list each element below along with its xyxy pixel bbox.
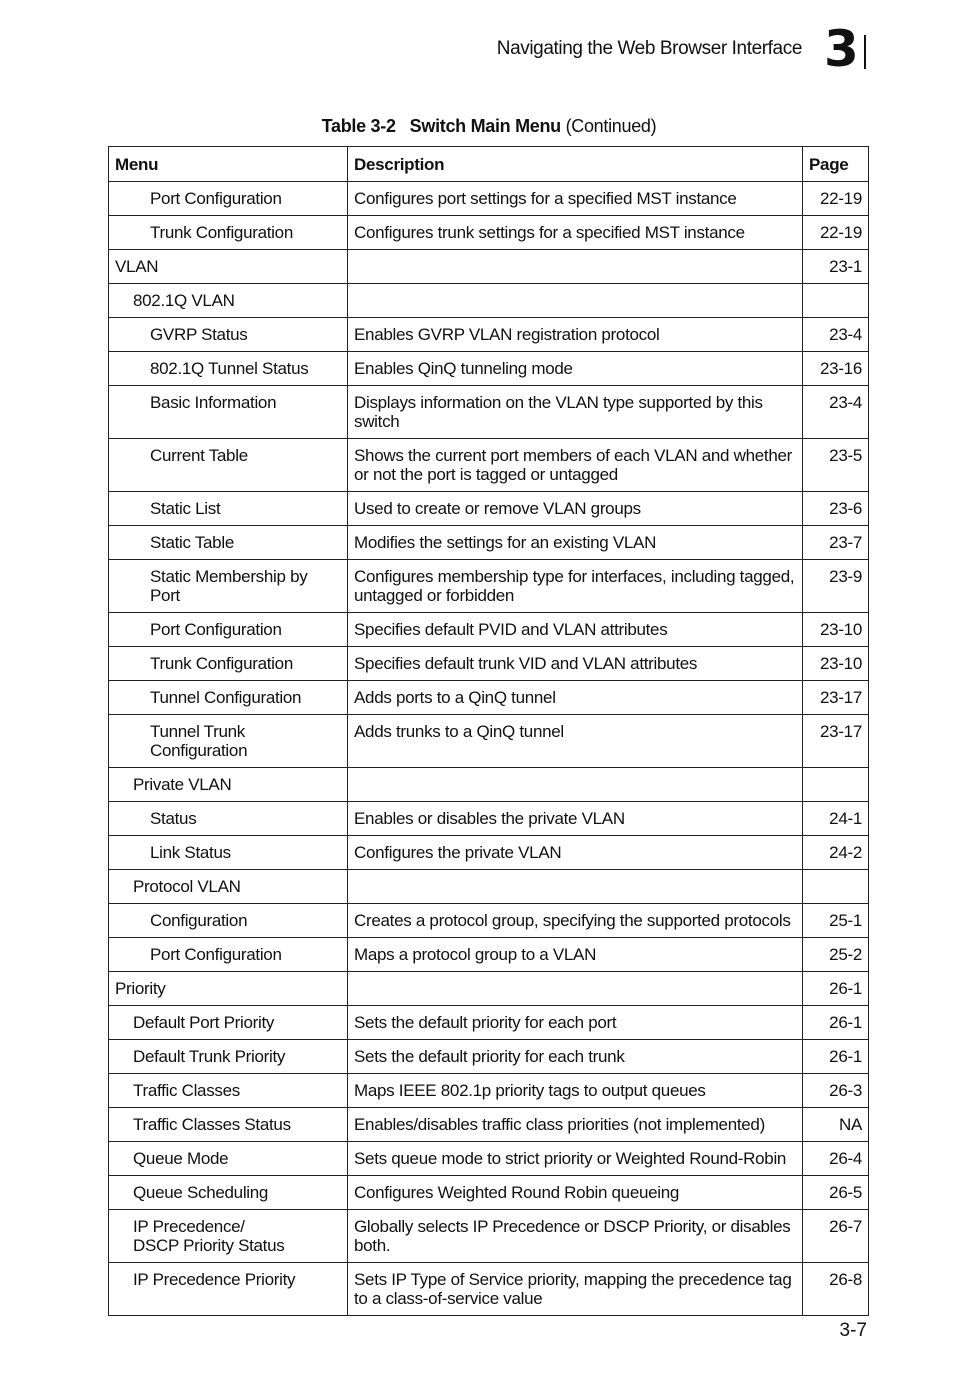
menu-cell: Traffic Classes Status (109, 1108, 348, 1142)
description-cell: Globally selects IP Precedence or DSCP Priority, or disables both. (348, 1210, 803, 1263)
table-row (109, 1074, 869, 1108)
table-caption-suffix: (Continued) (565, 116, 657, 136)
page-cell (803, 768, 869, 802)
page-cell: 23-4 (803, 386, 869, 439)
page-cell: 23-7 (803, 526, 869, 560)
page-cell: 23-10 (803, 613, 869, 647)
description-cell: Enables QinQ tunneling mode (348, 352, 803, 386)
menu-cell: Trunk Configuration (109, 216, 348, 250)
menu-cell: Static Membership by Port (109, 560, 348, 613)
description-cell: Specifies default trunk VID and VLAN attributes (348, 647, 803, 681)
menu-cell: Tunnel Trunk Configuration (109, 715, 348, 768)
page-number: 3-7 (839, 1320, 867, 1341)
table-caption (0, 116, 954, 137)
description-cell: Specifies default PVID and VLAN attributes (348, 613, 803, 647)
menu-cell: Static Table (109, 526, 348, 560)
page-cell: 26-1 (803, 1040, 869, 1074)
header-title: Navigating the Web Browser Interface (496, 38, 802, 59)
table-row (109, 972, 869, 1006)
table-row (109, 1176, 869, 1210)
page-cell: NA (803, 1108, 869, 1142)
description-cell: Sets queue mode to strict priority or Weighted Round-Robin (348, 1142, 803, 1176)
table-row (109, 836, 869, 870)
description-cell: Sets the default priority for each port (348, 1006, 803, 1040)
menu-cell: Current Table (109, 439, 348, 492)
menu-cell: VLAN (109, 250, 348, 284)
page-cell: 23-17 (803, 715, 869, 768)
page-cell: 26-4 (803, 1142, 869, 1176)
page-cell: 23-9 (803, 560, 869, 613)
menu-cell: Link Status (109, 836, 348, 870)
menu-cell: Basic Information (109, 386, 348, 439)
menu-cell: Tunnel Configuration (109, 681, 348, 715)
page-cell: 23-5 (803, 439, 869, 492)
table-row (109, 216, 869, 250)
menu-cell: Port Configuration (109, 182, 348, 216)
chapter-divider (864, 35, 866, 69)
menu-cell: Default Port Priority (109, 1006, 348, 1040)
table-row (109, 492, 869, 526)
table-row (109, 386, 869, 439)
menu-cell: Traffic Classes (109, 1074, 348, 1108)
page-cell: 26-1 (803, 972, 869, 1006)
description-cell: Sets IP Type of Service priority, mapping the precedence tag to a class-of-service value (348, 1263, 803, 1316)
menu-cell: GVRP Status (109, 318, 348, 352)
menu-cell: 802.1Q VLAN (109, 284, 348, 318)
description-cell: Enables or disables the private VLAN (348, 802, 803, 836)
page-cell: 23-6 (803, 492, 869, 526)
page-cell: 25-2 (803, 938, 869, 972)
menu-cell: Protocol VLAN (109, 870, 348, 904)
page-cell: 26-1 (803, 1006, 869, 1040)
description-cell: Enables/disables traffic class priorities (not implemented) (348, 1108, 803, 1142)
table-row (109, 1108, 869, 1142)
chapter-number: 3 (824, 20, 859, 78)
page-cell: 26-5 (803, 1176, 869, 1210)
menu-cell: IP Precedence/ DSCP Priority Status (109, 1210, 348, 1263)
table-row (109, 182, 869, 216)
column-header-page: Page (803, 147, 869, 182)
table-row (109, 1142, 869, 1176)
table-row (109, 681, 869, 715)
description-cell: Configures the private VLAN (348, 836, 803, 870)
table-row (109, 1263, 869, 1316)
switch-main-menu-table (108, 146, 869, 1316)
menu-cell: Port Configuration (109, 938, 348, 972)
table-row (109, 526, 869, 560)
page-cell: 25-1 (803, 904, 869, 938)
description-cell (348, 250, 803, 284)
page-cell: 23-16 (803, 352, 869, 386)
menu-cell: 802.1Q Tunnel Status (109, 352, 348, 386)
menu-cell: Trunk Configuration (109, 647, 348, 681)
description-cell: Adds trunks to a QinQ tunnel (348, 715, 803, 768)
description-cell: Configures membership type for interfaces, including tagged, untagged or forbidden (348, 560, 803, 613)
table-row (109, 938, 869, 972)
menu-cell: Queue Mode (109, 1142, 348, 1176)
description-cell: Shows the current port members of each VLAN and whether or not the port is tagged or untagged (348, 439, 803, 492)
menu-cell: IP Precedence Priority (109, 1263, 348, 1316)
table-title: Switch Main Menu (409, 116, 561, 136)
description-cell (348, 768, 803, 802)
page-cell: 23-4 (803, 318, 869, 352)
table-row (109, 870, 869, 904)
table-row (109, 439, 869, 492)
table-row (109, 904, 869, 938)
menu-cell: Private VLAN (109, 768, 348, 802)
table-row (109, 284, 869, 318)
description-cell (348, 284, 803, 318)
menu-cell: Priority (109, 972, 348, 1006)
description-cell (348, 870, 803, 904)
table-row (109, 613, 869, 647)
menu-cell: Default Trunk Priority (109, 1040, 348, 1074)
page-cell: 26-8 (803, 1263, 869, 1316)
description-cell: Adds ports to a QinQ tunnel (348, 681, 803, 715)
page-cell: 24-1 (803, 802, 869, 836)
menu-cell: Port Configuration (109, 613, 348, 647)
page-cell: 22-19 (803, 216, 869, 250)
page-cell (803, 284, 869, 318)
table-row (109, 715, 869, 768)
page-cell: 22-19 (803, 182, 869, 216)
description-cell: Used to create or remove VLAN groups (348, 492, 803, 526)
page-cell: 26-3 (803, 1074, 869, 1108)
page-cell: 23-1 (803, 250, 869, 284)
table-row (109, 802, 869, 836)
table-label: Table 3-2 (321, 116, 396, 136)
menu-cell: Static List (109, 492, 348, 526)
description-cell: Modifies the settings for an existing VLAN (348, 526, 803, 560)
table-row (109, 1210, 869, 1263)
page-cell (803, 870, 869, 904)
page-cell: 24-2 (803, 836, 869, 870)
table-row (109, 768, 869, 802)
menu-cell: Configuration (109, 904, 348, 938)
description-cell: Configures port settings for a specified MST instance (348, 182, 803, 216)
table-row (109, 318, 869, 352)
description-cell (348, 972, 803, 1006)
table-row (109, 647, 869, 681)
table-row (109, 1040, 869, 1074)
table-row (109, 560, 869, 613)
table-row (109, 352, 869, 386)
description-cell: Maps IEEE 802.1p priority tags to output queues (348, 1074, 803, 1108)
table-row (109, 1006, 869, 1040)
table-body (109, 182, 869, 1316)
description-cell: Creates a protocol group, specifying the supported protocols (348, 904, 803, 938)
description-cell: Configures Weighted Round Robin queueing (348, 1176, 803, 1210)
description-cell: Configures trunk settings for a specified MST instance (348, 216, 803, 250)
page-cell: 26-7 (803, 1210, 869, 1263)
menu-cell: Queue Scheduling (109, 1176, 348, 1210)
page-cell: 23-10 (803, 647, 869, 681)
column-header-description: Description (348, 147, 803, 182)
page-cell: 23-17 (803, 681, 869, 715)
menu-cell: Status (109, 802, 348, 836)
table-row (109, 250, 869, 284)
description-cell: Maps a protocol group to a VLAN (348, 938, 803, 972)
column-header-menu: Menu (109, 147, 348, 182)
description-cell: Sets the default priority for each trunk (348, 1040, 803, 1074)
table-header-row (109, 147, 869, 182)
description-cell: Enables GVRP VLAN registration protocol (348, 318, 803, 352)
description-cell: Displays information on the VLAN type supported by this switch (348, 386, 803, 439)
